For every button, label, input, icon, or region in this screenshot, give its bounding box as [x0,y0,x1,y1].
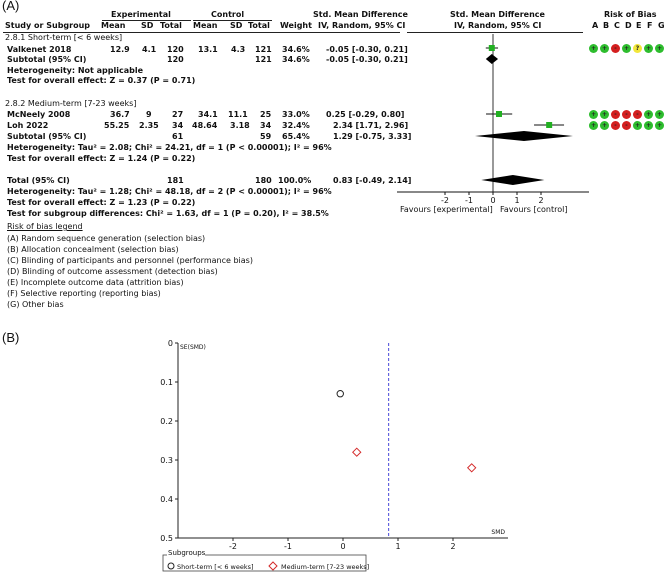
rob-legend-item: (B) Allocation concealment (selection bias) [7,245,179,254]
group-1-title: 2.8.1 Short-term [< 6 weeks] [5,33,123,42]
rob-legend-title: Risk of bias legend [7,222,83,231]
low-risk-dot: + [601,122,608,129]
plot-ci-header: IV, Random, 95% CI [454,21,542,30]
high-risk-dot: - [611,121,620,130]
low-risk-dot: + [590,45,597,52]
study-ctl-sd: 4.3 [231,45,246,54]
funnel-x-tick-label: -2 [229,542,237,551]
high-risk-dot: - [622,110,631,119]
forest-x-tick-label: 2 [538,196,544,205]
low-risk-dot: + [656,45,663,52]
study-weight: 33.0% [282,110,310,119]
smd-column-header: Std. Mean Difference [313,10,408,19]
exp-sd-header: SD [141,21,154,30]
study-ci: 2.34 [1.71, 2.96] [333,121,409,130]
legend-circle-icon [168,563,174,569]
study-exp-mean: 55.25 [104,121,130,130]
subtotal-weight: 65.4% [282,132,310,141]
funnel-y-tick-label: 0.1 [160,378,173,387]
high-risk-dot: - [633,110,642,119]
funnel-y-tick-label: 0.3 [160,456,173,465]
overall-effect-text: Test for overall effect: Z = 0.37 (P = 0.71) [7,76,196,85]
legend-medium-term-label: Medium-term [7-23 weeks] [281,563,370,571]
low-risk-dot: + [656,122,663,129]
rob-letter: C [614,21,620,30]
study-column-header: Study or Subgroup [5,21,91,30]
rob-legend-item: (A) Random sequence generation (selection bias) [7,234,206,243]
unclear-risk-dot: ? [633,44,642,53]
total-exp-total: 181 [167,176,184,185]
study-weight: 32.4% [282,121,310,130]
forest-x-tick-label: -1 [465,196,473,205]
low-risk-dot: + [645,45,652,52]
total-label: Total (95% CI) [7,176,70,185]
study-ci: -0.05 [-0.30, 0.21] [326,45,408,54]
subtotal-label: Subtotal (95% CI) [7,55,87,64]
heterogeneity-text: Heterogeneity: Not applicable [7,66,144,75]
overall-effect-text: Test for overall effect: Z = 1.24 (P = 0.22) [7,154,196,163]
rob-letter: E [636,21,642,30]
experimental-header: Experimental [111,10,171,19]
low-risk-dot: + [601,45,608,52]
funnel-x-tick-label: 2 [450,542,456,551]
funnel-x-tick-label: -1 [284,542,292,551]
medium-term-point [468,464,476,472]
exp-total-header: Total [160,21,182,30]
total-heterogeneity: Heterogeneity: Tau² = 1.28; Chi² = 48.18, df = 2 (P < 0.00001); I² = 96% [7,187,332,196]
study-ctl-mean: 48.64 [192,121,218,130]
forest-x-tick-label: 1 [514,196,520,205]
funnel-y-tick-label: 0.5 [160,534,173,543]
study-exp-mean: 12.9 [110,45,130,54]
risk-of-bias-header: Risk of Bias [604,10,657,19]
high-risk-dot: - [611,44,620,53]
low-risk-dot: + [590,122,597,129]
study-name: Valkenet 2018 [7,45,72,54]
rob-letter: B [603,21,610,30]
funnel-y-tick-label: 0 [167,339,173,348]
study-weight: 34.6% [282,45,310,54]
weight-header: Weight [280,21,312,30]
subtotal-label: Subtotal (95% CI) [7,132,87,141]
legend-short-term-label: Short-term [< 6 weeks] [177,563,254,571]
heterogeneity-text: Heterogeneity: Tau² = 2.08; Chi² = 24.21, df = 1 (P < 0.00001); I² = 96% [7,143,332,152]
study-ctl-sd: 11.1 [228,110,248,119]
low-risk-dot: + [623,45,630,52]
low-risk-dot: + [645,122,652,129]
study-exp-total: 27 [172,110,184,119]
subtotal-ci: 1.29 [-0.75, 3.33] [333,132,412,141]
panel-a-label: (A) [2,0,20,13]
rob-letter: F [647,21,653,30]
funnel-legend-title: Subgroups [168,549,206,557]
total-overall-effect: Test for overall effect: Z = 1.23 (P = 0.22) [7,198,196,207]
favours-control: Favours [control] [500,205,568,214]
study-name: McNeely 2008 [7,110,71,119]
forest-x-tick-label: 0 [490,196,496,205]
favours-experimental: Favours [experimental] [400,205,493,214]
study-ci: 0.25 [-0.29, 0.80] [326,110,405,119]
total-weight: 100.0% [278,176,312,185]
funnel-y-axis-label: SE(SMD) [180,344,206,351]
funnel-x-tick-label: 1 [395,542,401,551]
study-ctl-mean: 34.1 [198,110,218,119]
panel-b-label: (B) [2,330,20,345]
subtotal-ci: -0.05 [-0.30, 0.21] [326,55,408,64]
high-risk-dot: - [622,121,631,130]
low-risk-dot: + [645,111,652,118]
rob-legend-item: (F) Selective reporting (reporting bias) [7,289,161,298]
plot-column-header: Std. Mean Difference [450,10,545,19]
subtotal-exp-total: 61 [172,132,184,141]
ctl-total-header: Total [248,21,270,30]
medium-term-point [353,448,361,456]
study-exp-mean: 36.7 [110,110,130,119]
study-ctl-total: 25 [260,110,272,119]
rob-legend-item: (D) Blinding of outcome assessment (detection bias) [7,267,218,276]
high-risk-dot: - [611,110,620,119]
group-2-title: 2.8.2 Medium-term [7-23 weeks] [5,99,137,108]
low-risk-dot: + [590,111,597,118]
study-exp-total: 34 [172,121,184,130]
study-name: Loh 2022 [7,121,49,130]
rob-letter: G [658,21,665,30]
study-ctl-mean: 13.1 [198,45,218,54]
smd-ci-header: IV, Random, 95% CI [318,21,406,30]
rob-letter: D [625,21,632,30]
study-exp-sd: 2.35 [139,121,159,130]
study-exp-total: 120 [167,45,184,54]
low-risk-dot: + [601,111,608,118]
funnel-y-tick-label: 0.2 [160,417,173,426]
subtotal-ctl-total: 121 [255,55,272,64]
subtotal-ctl-total: 59 [260,132,272,141]
legend-diamond-icon [269,562,277,570]
exp-mean-header: Mean [101,21,126,30]
low-risk-dot: + [656,111,663,118]
subtotal-weight: 34.6% [282,55,310,64]
subgroup-difference: Test for subgroup differences: Chi² = 1.63, df = 1 (P = 0.20), I² = 38.5% [7,209,329,218]
ctl-sd-header: SD [230,21,243,30]
funnel-x-tick-label: 0 [340,542,346,551]
total-ci: 0.83 [-0.49, 2.14] [333,176,412,185]
study-exp-sd: 4.1 [142,45,157,54]
study-ctl-total: 121 [255,45,272,54]
forest-x-tick-label: -2 [441,196,449,205]
short-term-point [337,391,343,397]
rob-legend-item: (G) Other bias [7,300,64,309]
total-ctl-total: 180 [255,176,272,185]
ctl-mean-header: Mean [193,21,218,30]
study-exp-sd: 9 [146,110,152,119]
rob-legend-item: (E) Incomplete outcome data (attrition bias) [7,278,184,287]
subtotal-exp-total: 120 [167,55,184,64]
low-risk-dot: + [634,122,641,129]
control-header: Control [211,10,245,19]
study-ctl-total: 34 [260,121,272,130]
funnel-y-tick-label: 0.4 [160,495,173,504]
study-ctl-sd: 3.18 [230,121,250,130]
rob-legend-item: (C) Blinding of participants and personnel (performance bias) [7,256,253,265]
rob-letter: A [592,21,599,30]
funnel-x-axis-label: SMD [491,529,505,536]
